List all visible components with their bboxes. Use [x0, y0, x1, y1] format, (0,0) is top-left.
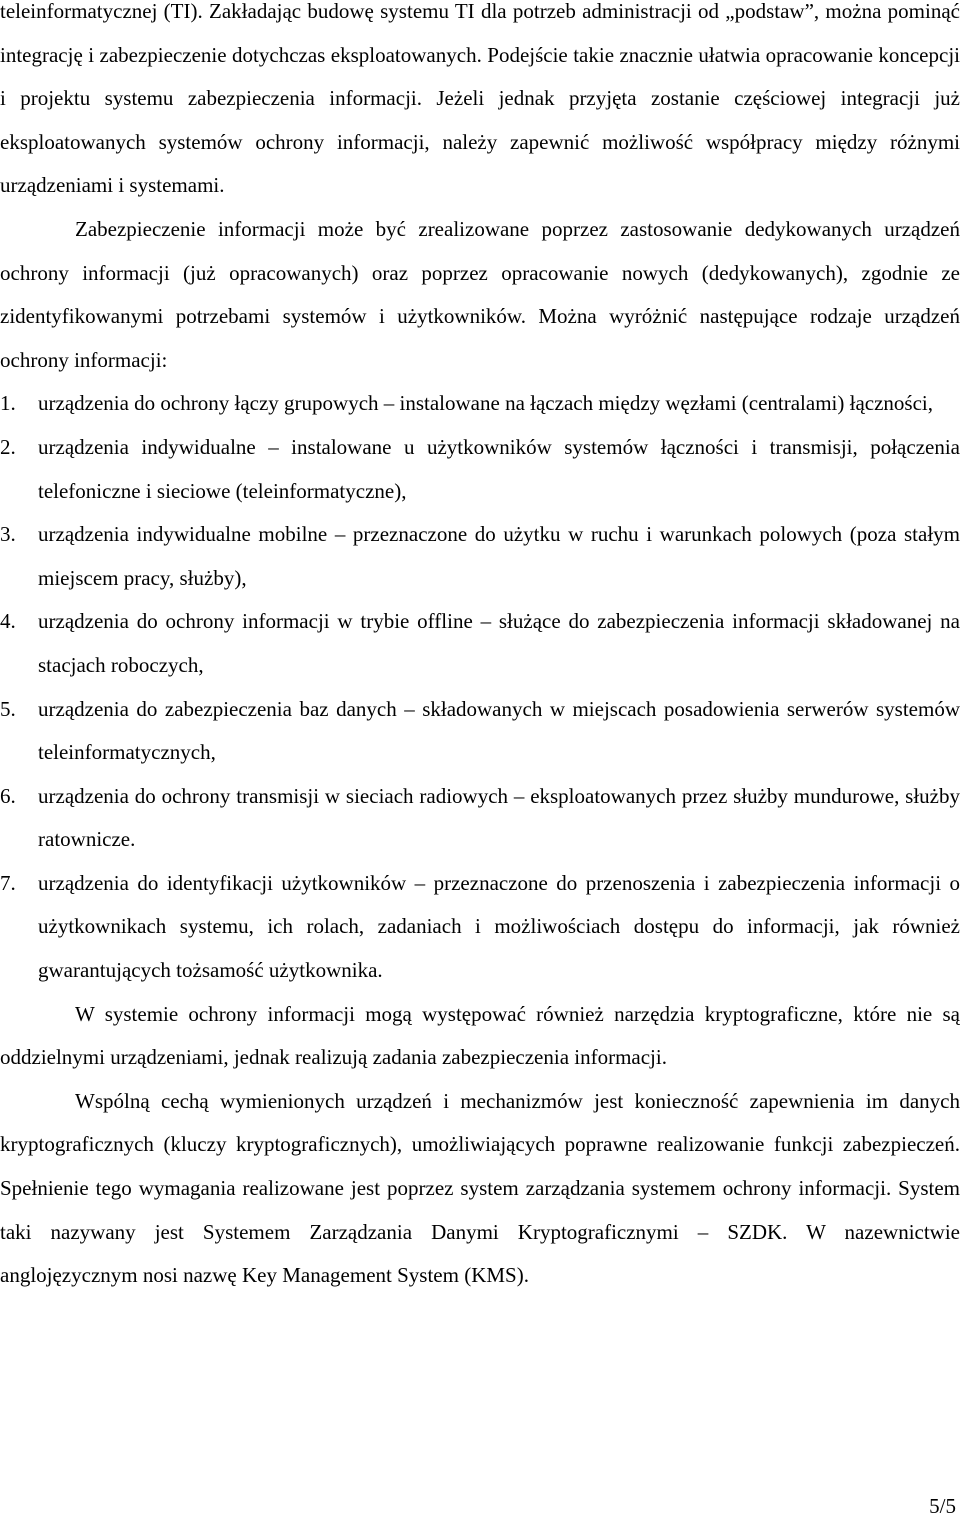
device-types-list: [0, 382, 960, 992]
list-item-number: 5.: [0, 696, 16, 721]
list-item-number: 1.: [0, 391, 16, 416]
list-item-number: 3.: [0, 522, 16, 547]
paragraph-szdk: Wspólną cechą wymienionych urządzeń i mechanizmów jest konieczność zapewnienia im danych kryptograficznych (kluczy kryptograficznych), umożliwiających poprawne realizowanie funkcji zabezpieczeń. Spełnienie tego wymagania realizowane jest poprzez system zarządzania systemem ochrony informacji. System taki nazywany jest Systemem Zarządzania Danymi Kryptograficznymi – SZDK. W nazewnictwie anglojęzycznym nosi nazwę Key Management System (KMS).: [0, 1088, 960, 1288]
list-item-text: urządzenia do ochrony łączy grupowych – instalowane na łączach między węzłami (centralami) łączności,: [38, 391, 934, 416]
list-item-text: urządzenia do ochrony transmisji w sieciach radiowych – eksploatowanych przez służby mundurowe, służby ratownicze.: [38, 783, 960, 852]
list-item-text: urządzenia do ochrony informacji w trybie offline – służące do zabezpieczenia informacji składowanej na stacjach roboczych,: [38, 609, 960, 677]
list-item-text: urządzenia do identyfikacji użytkowników – przeznaczone do przenoszenia i zabezpieczenia informacji o użytkownikach systemu, ich rolach, zadaniach i możliwościach dostępu do informacji, jak również gwarantujących tożsamość użytkownika.: [38, 870, 960, 983]
list-item: [0, 513, 960, 600]
list-item-number: 4.: [0, 609, 16, 634]
paragraph-crypto-tools: W systemie ochrony informacji mogą występować również narzędzia kryptograficzne, które nie są oddzielnymi urządzeniami, jednak realizują zadania zabezpieczenia informacji.: [0, 1001, 960, 1070]
list-item: [0, 862, 960, 993]
list-item: [0, 775, 960, 862]
list-item-number: 7.: [0, 870, 16, 895]
list-item-text: urządzenia indywidualne – instalowane u użytkowników systemów łączności i transmisji, połączenia telefoniczne i sieciowe (teleinformatyczne),: [38, 434, 960, 503]
paragraph-intro: Zabezpieczenie informacji może być zrealizowane poprzez zastosowanie dedykowanych urządzeń ochrony informacji (już opracowanych) oraz poprzez opracowanie nowych (dedykowanych), zgodnie ze zidentyfikowanymi potrzebami systemów i użytkowników. Można wyróżnić następujące rodzaje urządzeń ochrony informacji:: [0, 216, 960, 372]
list-item-text: urządzenia do zabezpieczenia baz danych – składowanych w miejscach posadowienia serwerów systemów teleinformatycznych,: [38, 696, 960, 765]
list-item-text: urządzenia indywidualne mobilne – przeznaczone do użytku w ruchu i warunkach polowych (poza stałym miejscem pracy, służby),: [38, 522, 960, 590]
list-item-number: 6.: [0, 783, 16, 808]
list-item: [0, 426, 960, 513]
paragraph-continued: teleinformatycznej (TI). Zakładając budowę systemu TI dla potrzeb administracji od „podstaw”, można pominąć integrację i zabezpieczenie dotychczas eksploatowanych. Podejście takie znacznie ułatwia opracowanie koncepcji i projektu systemu zabezpieczenia informacji. Jeżeli jednak przyjęta zostanie częściowej integracji już eksploatowanych systemów ochrony informacji, należy zapewnić możliwość współpracy między różnymi urządzeniami i systemami.: [0, 0, 960, 198]
page-number: 5/5: [929, 1494, 956, 1518]
list-item: [0, 382, 960, 426]
list-item-number: 2.: [0, 434, 16, 459]
list-item: [0, 688, 960, 775]
list-item: [0, 600, 960, 687]
